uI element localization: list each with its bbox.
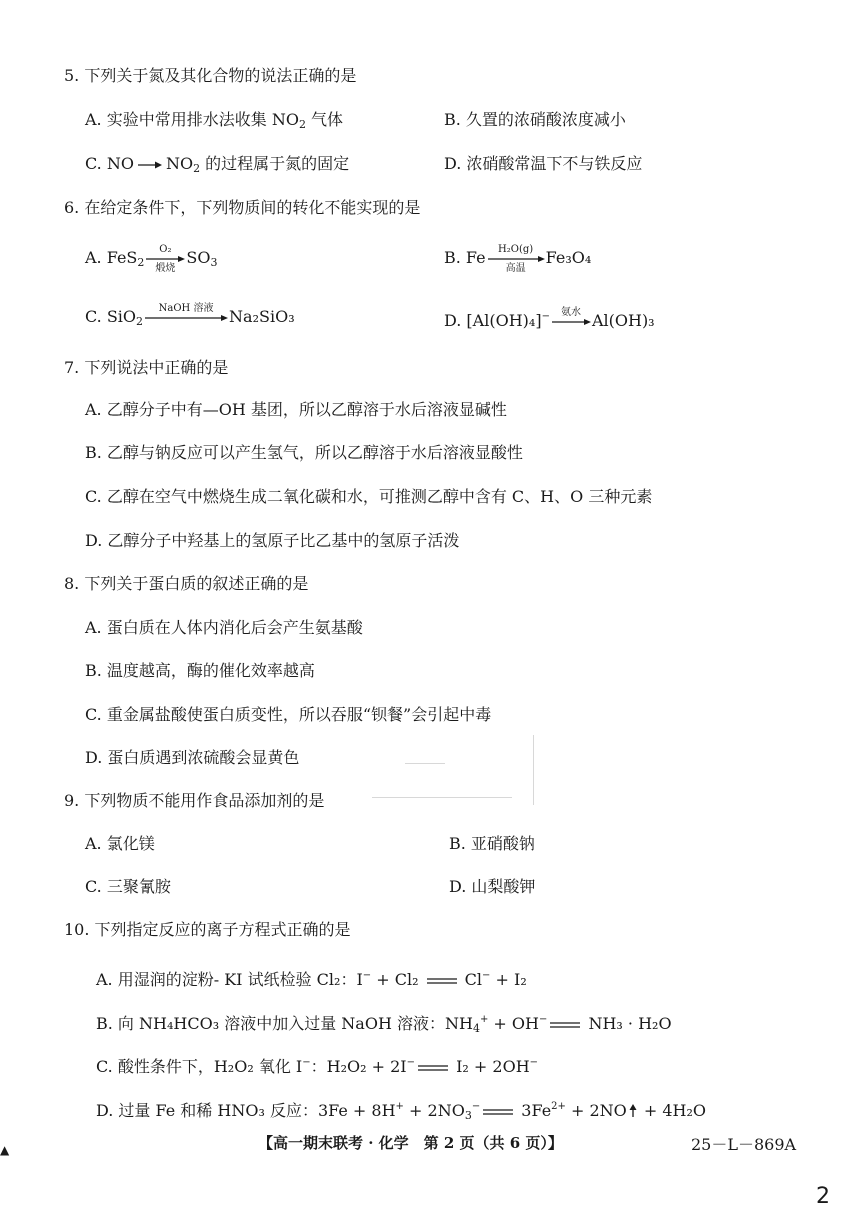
q9-option-a: A. 氯化镁 <box>85 834 155 853</box>
q10-stem: 10. 下列指定反应的离子方程式正确的是 <box>64 920 351 939</box>
q10-option-b: B. 向 NH₄HCO₃ 溶液中加入过量 NaOH 溶液：$NH_4^+ + OH^-$ NH₃ · H₂O <box>96 1014 672 1035</box>
q5-option-b: B. 久置的浓硝酸浓度减小 <box>444 110 626 129</box>
scan-artifact <box>533 735 534 805</box>
q5-stem: 5. 下列关于氮及其化合物的说法正确的是 <box>64 66 357 85</box>
reaction-arrow-icon <box>144 314 228 322</box>
q5-option-a: A. 实验中常用排水法收集 $NO_2$ 气体 <box>85 110 344 131</box>
q5-option-d: D. 浓硝酸常温下不与铁反应 <box>444 154 643 173</box>
scan-artifact <box>372 797 512 798</box>
conditional-arrow: O₂ 煅烧 <box>145 244 185 274</box>
q7-stem: 7. 下列说法中正确的是 <box>64 358 229 377</box>
q6-option-c: C. SiO$_2$ NaOH 溶液 Na₂SiO₃ <box>85 302 295 337</box>
q8-option-a: A. 蛋白质在人体内消化后会产生氨基酸 <box>85 618 363 637</box>
q9-stem: 9. 下列物质不能用作食品添加剂的是 <box>64 791 325 810</box>
q6-option-d: D. [Al(OH)₄]− 氨水 Al(OH)₃ <box>444 302 655 337</box>
equals-sign-icon <box>418 1064 448 1072</box>
margin-mark: ▲ <box>0 1143 10 1157</box>
scan-artifact <box>405 763 445 764</box>
q9-option-b: B. 亚硝酸钠 <box>449 834 535 853</box>
q7-option-c: C. 乙醇在空气中燃烧生成二氧化碳和水，可推测乙醇中含有 C、H、O 三种元素 <box>85 487 653 506</box>
reaction-arrow-icon <box>145 255 185 263</box>
reaction-arrow-icon <box>137 160 163 170</box>
q10-option-a: A. 用湿润的淀粉- KI 试纸检验 Cl₂：I− + Cl₂ Cl− + I₂ <box>96 970 527 989</box>
q10-option-c: C. 酸性条件下，H₂O₂ 氧化 I−：H₂O₂ + 2I− I₂ + 2OH− <box>96 1057 539 1076</box>
page-footer: 【高一期末联考 · 化学 第 2 页（共 6 页）】 <box>258 1134 563 1152</box>
q9-option-d: D. 山梨酸钾 <box>449 877 536 896</box>
q10-option-d: D. 过量 Fe 和稀 HNO₃ 反应：$3Fe + 8H^+ + 2NO_3^-$ $3Fe^{2+} + 2NO + 4H_2O$ <box>96 1101 707 1122</box>
conditional-arrow: H₂O(g) 高温 <box>487 244 545 274</box>
page-number: 2 <box>816 1184 830 1209</box>
conditional-arrow: 氨水 <box>551 307 591 337</box>
q6-option-a: A. FeS$_2$ O₂ 煅烧 $SO_3$ <box>85 243 218 274</box>
q6-stem: 6. 在给定条件下，下列物质间的转化不能实现的是 <box>64 198 421 217</box>
equals-sign-icon <box>427 977 457 985</box>
q7-option-d: D. 乙醇分子中羟基上的氢原子比乙基中的氢原子活泼 <box>85 531 460 550</box>
q8-option-d: D. 蛋白质遇到浓硫酸会显黄色 <box>85 748 300 767</box>
q8-stem: 8. 下列关于蛋白质的叙述正确的是 <box>64 574 309 593</box>
equals-sign-icon <box>550 1021 580 1029</box>
equals-sign-icon <box>483 1108 513 1116</box>
exam-code: 25－L－869A <box>691 1135 797 1154</box>
reaction-arrow-icon <box>551 318 591 326</box>
q9-option-c: C. 三聚氰胺 <box>85 877 171 896</box>
conditional-arrow: NaOH 溶液 <box>144 303 228 333</box>
q8-option-c: C. 重金属盐酸使蛋白质变性，所以吞服“钡餐”会引起中毒 <box>85 705 492 724</box>
q6-option-b: B. Fe H₂O(g) 高温 Fe₃O₄ <box>444 243 592 274</box>
reaction-arrow-icon <box>487 255 545 263</box>
q7-option-a: A. 乙醇分子中有—OH 基团，所以乙醇溶于水后溶液显碱性 <box>85 400 507 419</box>
q7-option-b: B. 乙醇与钠反应可以产生氢气，所以乙醇溶于水后溶液显酸性 <box>85 443 523 462</box>
gas-up-arrow-icon <box>629 1104 637 1118</box>
q5-option-c: C. NO $NO_2$ 的过程属于氮的固定 <box>85 154 350 175</box>
q8-option-b: B. 温度越高，酶的催化效率越高 <box>85 661 315 680</box>
